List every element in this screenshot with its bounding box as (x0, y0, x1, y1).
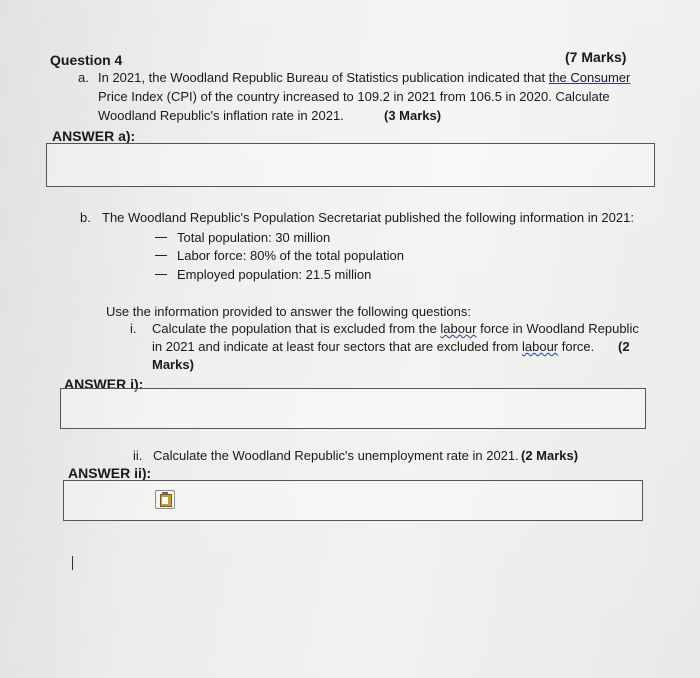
answer-ii-field[interactable] (63, 480, 643, 521)
sub-i-line-2-text: in 2021 and indicate at least four sectors that are excluded from (152, 339, 522, 354)
sub-ii-text: Calculate the Woodland Republic's unemployment rate in 2021. (153, 448, 519, 463)
bullet-labor-force (155, 248, 404, 263)
sub-i-marks-open: (2 (618, 339, 630, 354)
sub-i-marks-close: Marks) (152, 357, 194, 372)
part-a-line-1-text: In 2021, the Woodland Republic Bureau of Statistics publication indicated that (98, 70, 549, 85)
part-b-instruction: Use the information provided to answer the following questions: (106, 304, 471, 319)
question-marks: (7 Marks) (565, 49, 627, 65)
sub-i-line-1 (152, 321, 639, 336)
sub-i-line-1-tail: force in Woodland Republic (476, 321, 639, 336)
labour-misspelling: labour (522, 339, 559, 354)
part-a-label: a. (78, 70, 89, 85)
dash-bullet-icon (155, 255, 167, 256)
dash-bullet-icon (155, 274, 167, 275)
answer-a-label: ANSWER a): (52, 128, 136, 144)
answer-a-field[interactable] (46, 143, 655, 187)
text-cursor (72, 556, 73, 570)
sub-i-line-2 (152, 339, 594, 354)
sub-i-line-2-tail: force. (558, 339, 595, 354)
part-a-line-2: Price Index (CPI) of the country increased to 109.2 in 2021 from 106.5 in 2020. Calculate (98, 89, 610, 104)
answer-i-field[interactable] (60, 388, 646, 429)
cpi-underlined-text: the Consumer (548, 70, 631, 85)
answer-ii-label: ANSWER ii): (68, 465, 152, 481)
part-a-line-1 (98, 70, 630, 85)
dash-bullet-icon (155, 237, 167, 238)
sub-i-label: i. (130, 321, 137, 336)
answer-i-label: ANSWER i): (64, 376, 144, 392)
labour-misspelling: labour (440, 321, 477, 336)
sub-ii-marks: (2 Marks) (521, 448, 579, 463)
bullet-text: Labor force: 80% of the total population (177, 248, 404, 263)
part-a-marks: (3 Marks) (384, 108, 442, 123)
bullet-total-population (155, 230, 330, 245)
bullet-employed-population (155, 267, 371, 282)
question-title: Question 4 (50, 52, 123, 68)
bullet-text: Employed population: 21.5 million (177, 267, 372, 282)
bullet-text: Total population: 30 million (177, 230, 331, 245)
clipboard-icon[interactable] (155, 490, 175, 509)
sub-ii-label: ii. (133, 448, 143, 463)
sub-i-line-1-text: Calculate the population that is excluded from the (152, 321, 441, 336)
part-b-label: b. (80, 210, 91, 225)
part-a-line-3: Woodland Republic's inflation rate in 2021. (98, 108, 344, 123)
part-b-intro: The Woodland Republic's Population Secretariat published the following information in 2021: (102, 210, 634, 225)
